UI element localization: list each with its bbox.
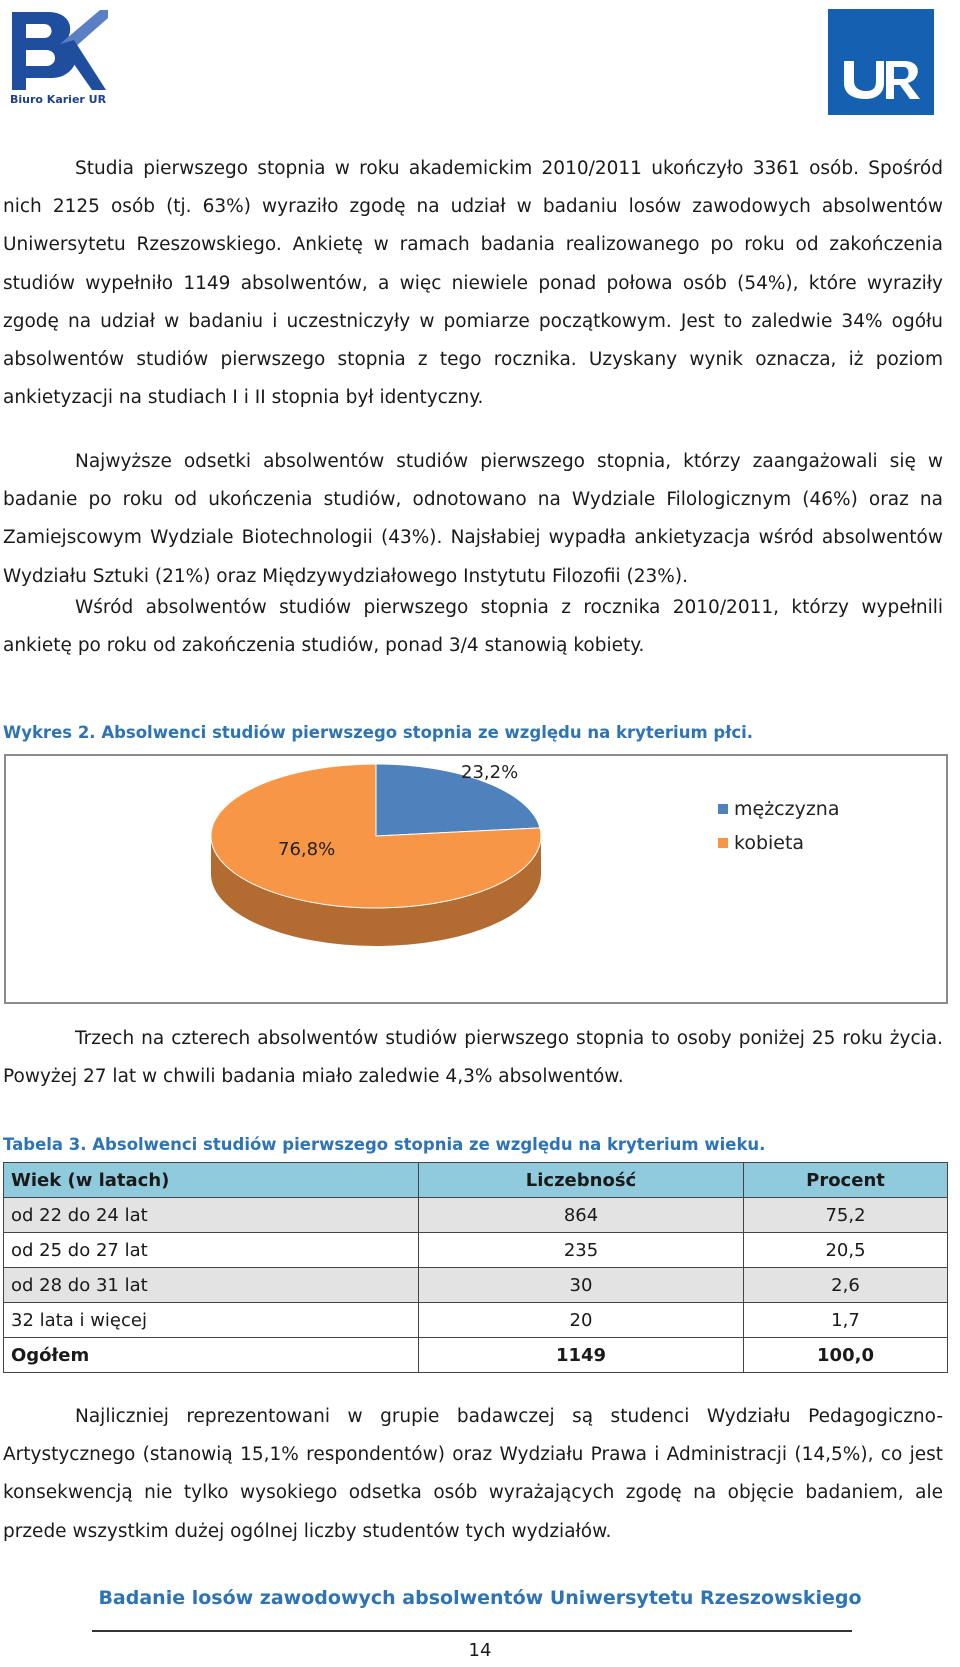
- pie-data-label: 23,2%: [461, 762, 519, 783]
- age-table: [3, 1162, 948, 1373]
- header-age: Wiek (w latach): [4, 1163, 419, 1198]
- table-row: [4, 1198, 948, 1233]
- cell-total-label: Ogółem: [4, 1338, 419, 1373]
- chart-caption: Wykres 2. Absolwenci studiów pierwszego stopnia ze względu na kryterium płci.: [3, 723, 754, 742]
- paragraph-faculties: Najwyższe odsetki absolwentów studiów pierwszego stopnia, którzy zaangażowali się w badanie po roku od ukończenia studiów, odnotowano na Wydziale Filologicznym (46%) oraz na Zamiejscowym Wydziale Biotechnologii (43%). Najsłabiej wypadła ankietyzacja wśród absolwentów Wydziału Sztuki (21%) oraz Międzywydziałowego Instytutu Filozofii (23%).: [3, 451, 943, 587]
- legend-swatch: [718, 804, 728, 814]
- cell-percent: 75,2: [744, 1198, 948, 1233]
- cell-percent: 1,7: [744, 1303, 948, 1338]
- table-row: [4, 1303, 948, 1338]
- pie-chart-svg: [6, 756, 946, 1002]
- table-total-row: [4, 1338, 948, 1373]
- cell-count: 30: [419, 1268, 744, 1303]
- header-percent: Procent: [744, 1163, 948, 1198]
- cell-age: od 25 do 27 lat: [4, 1233, 419, 1268]
- biuro-karier-caption: Biuro Karier UR: [10, 93, 107, 106]
- cell-age: od 22 do 24 lat: [4, 1198, 419, 1233]
- paragraph-faculty-representation: Najliczniej reprezentowani w grupie badawczej są studenci Wydziału Pedagogiczno-Artystycznego (stanowią 15,1% respondentów) oraz Wydziału Prawa i Administracji (14,5%), co jest konsekwencją nie tylko wysokiego odsetka osób wyrażających zgodę na objęcie badaniem, ale przede wszystkim dużej ogólnej liczby studentów tych wydziałów.: [3, 1406, 943, 1542]
- paragraph-age: Trzech na czterech absolwentów studiów pierwszego stopnia to osoby poniżej 25 roku życia. Powyżej 27 lat w chwili badania miało zaledwie 4,3% absolwentów.: [3, 1028, 943, 1088]
- ur-university-logo: [828, 9, 934, 115]
- cell-count: 235: [419, 1233, 744, 1268]
- table-row: [4, 1268, 948, 1303]
- paragraph-participation: Studia pierwszego stopnia w roku akademickim 2010/2011 ukończyło 3361 osób. Spośród nich 2125 osób (tj. 63%) wyraziło zgodę na udział w badaniu losów zawodowych absolwentów Uniwersytetu Rzeszowskiego. Ankietę w ramach badania realizowanego po roku od zakończenia studiów wypełniło 1149 absolwentów, a więc niewiele ponad połowa osób (54%), które wyraziły zgodę na udział w badaniu i uczestniczyły w pomiarze początkowym. Jest to zaledwie 34% ogółu absolwentów studiów pierwszego stopnia z tego rocznika. Uzyskany wynik oznacza, iż poziom ankietyzacji na studiach I i II stopnia był identyczny.: [3, 158, 943, 409]
- cell-count: 20: [419, 1303, 744, 1338]
- header-count: Liczebność: [419, 1163, 744, 1198]
- cell-age: od 28 do 31 lat: [4, 1268, 419, 1303]
- table-row: [4, 1233, 948, 1268]
- cell-total-percent: 100,0: [744, 1338, 948, 1373]
- legend-label: mężczyzna: [734, 798, 840, 820]
- cell-total-count: 1149: [419, 1338, 744, 1373]
- table-header-row: [4, 1163, 948, 1198]
- cell-count: 864: [419, 1198, 744, 1233]
- gender-pie-chart: [4, 754, 948, 1004]
- table-caption: Tabela 3. Absolwenci studiów pierwszego stopnia ze względu na kryterium wieku.: [3, 1135, 766, 1154]
- cell-percent: 20,5: [744, 1233, 948, 1268]
- legend-swatch: [718, 838, 728, 848]
- pie-data-label: 76,8%: [278, 839, 336, 860]
- paragraph-gender: Wśród absolwentów studiów pierwszego stopnia z rocznika 2010/2011, którzy wypełnili ankietę po roku od zakończenia studiów, ponad 3/4 stanowią kobiety.: [3, 597, 943, 657]
- footer-divider: [92, 1630, 852, 1632]
- cell-age: 32 lata i więcej: [4, 1303, 419, 1338]
- page-header: [0, 0, 960, 120]
- legend-label: kobieta: [734, 832, 805, 854]
- cell-percent: 2,6: [744, 1268, 948, 1303]
- page-number: 14: [468, 1640, 492, 1661]
- footer-title: Badanie losów zawodowych absolwentów Uniwersytetu Rzeszowskiego: [98, 1587, 862, 1609]
